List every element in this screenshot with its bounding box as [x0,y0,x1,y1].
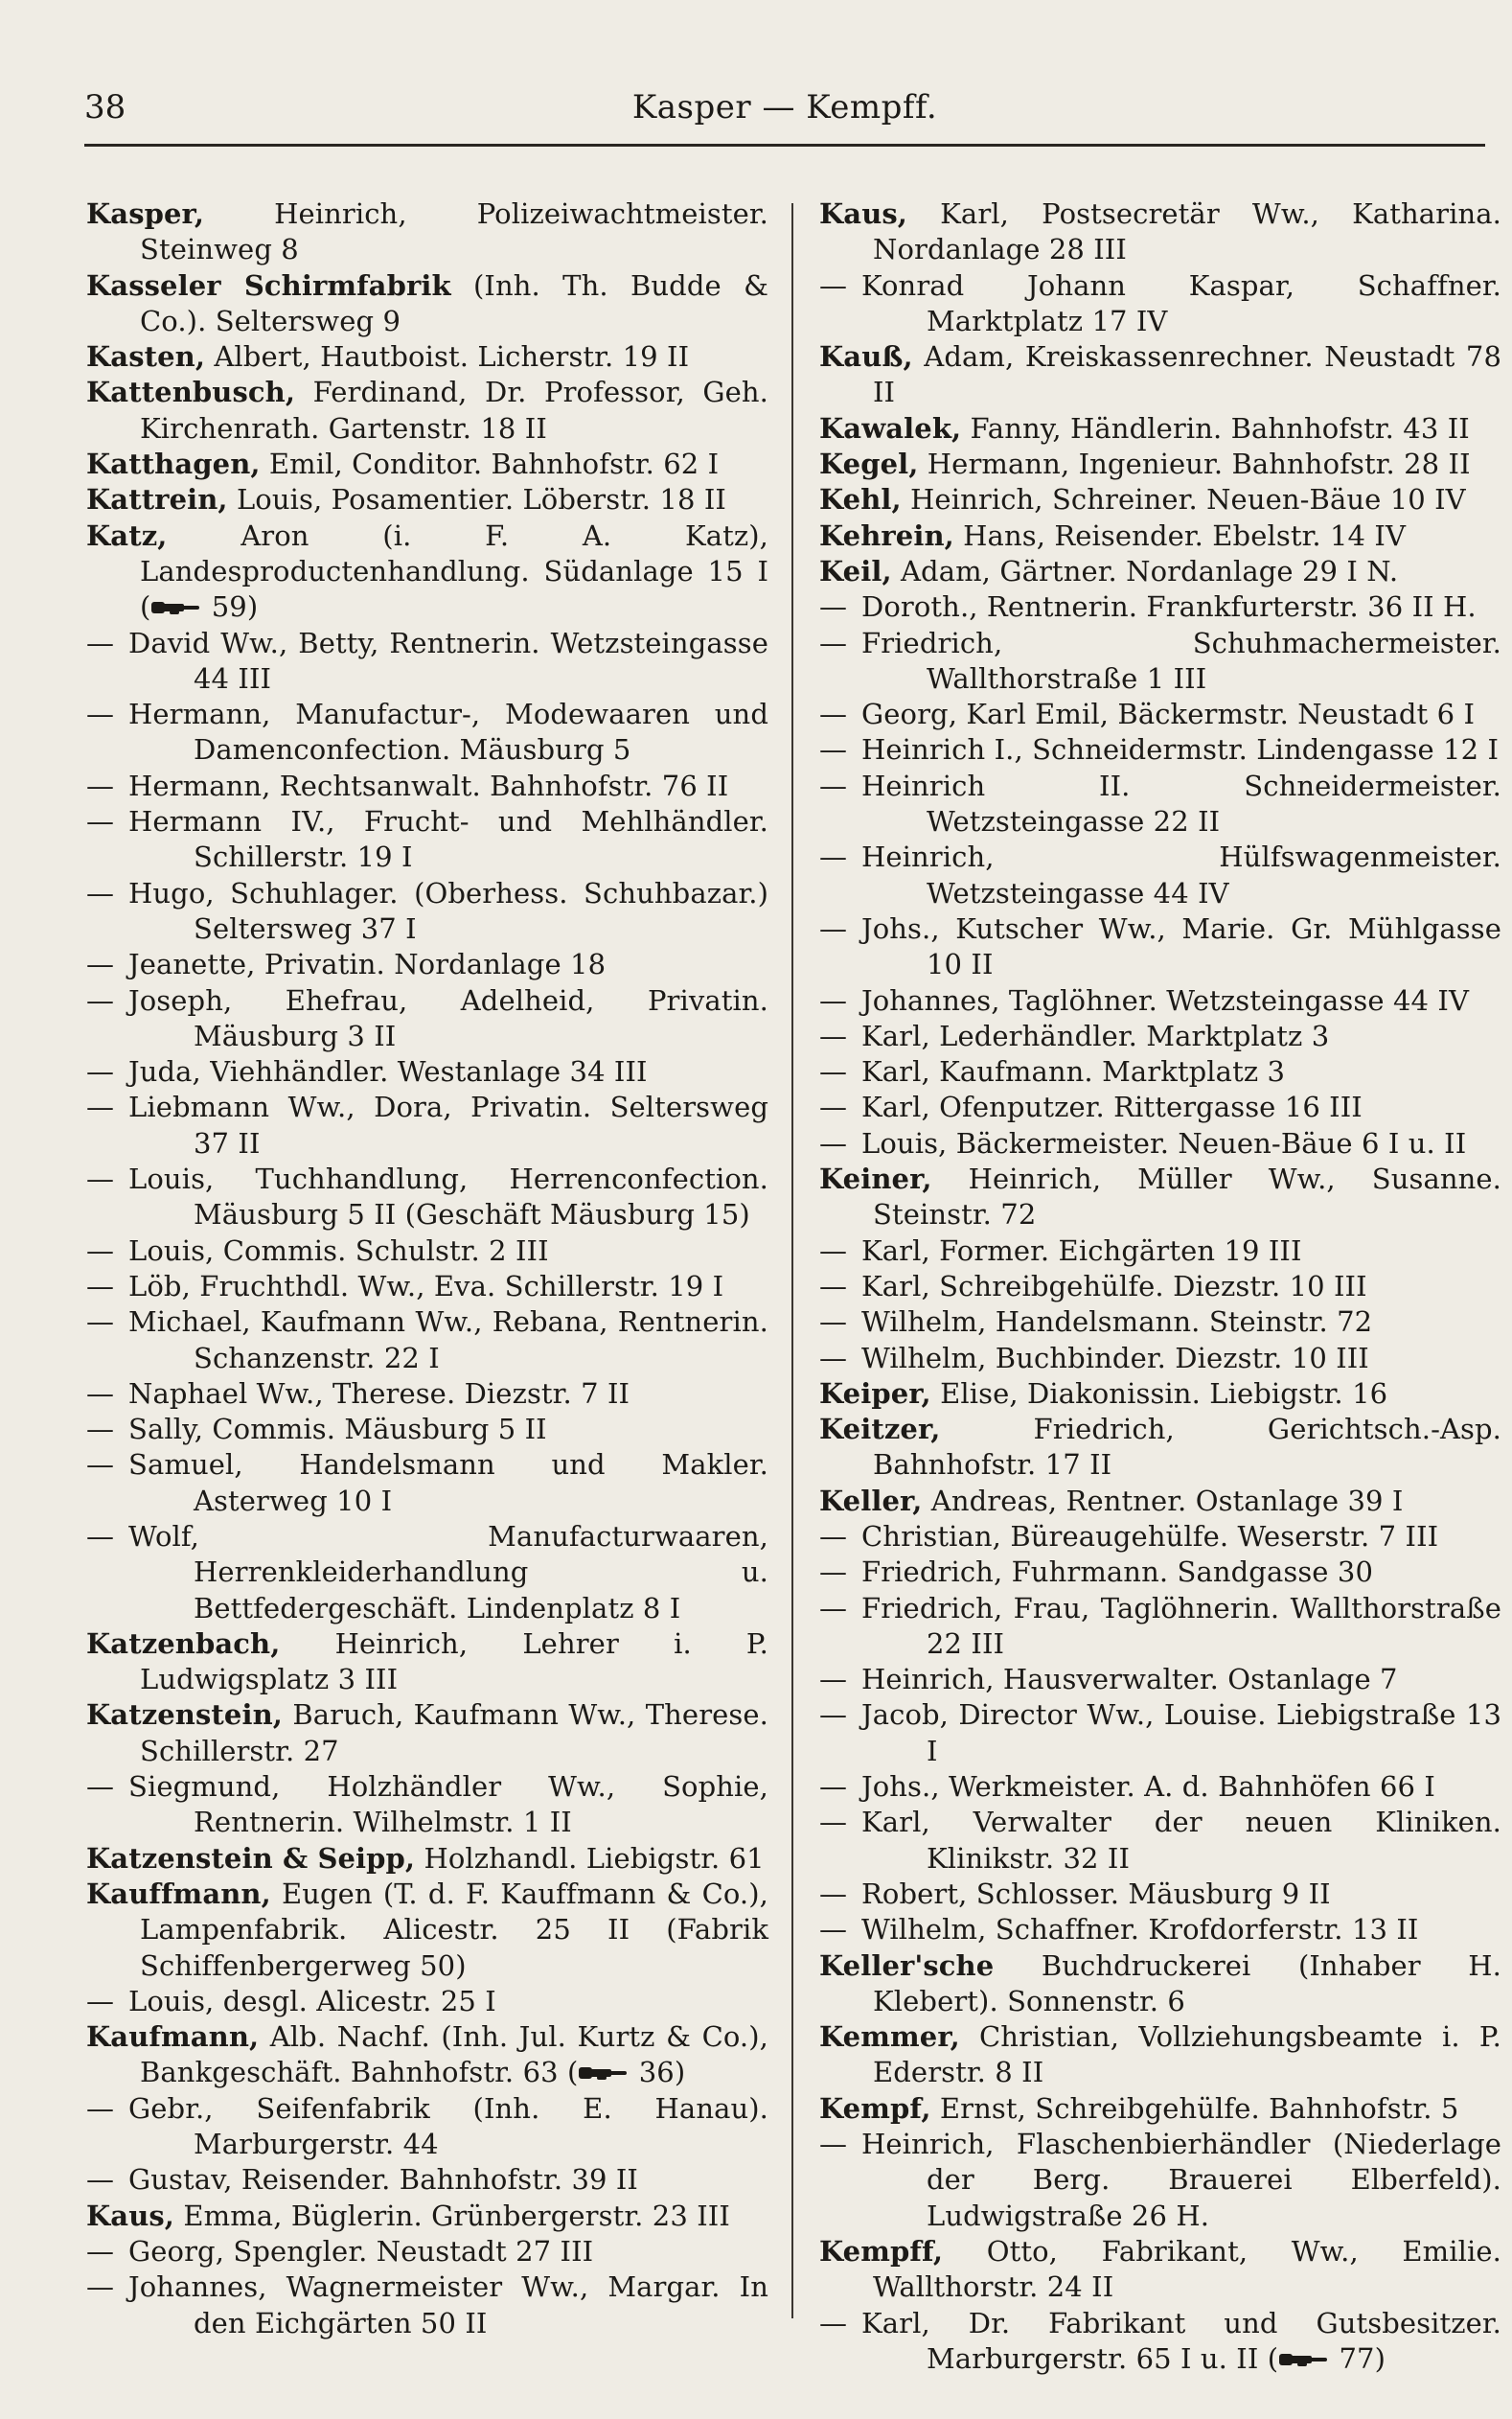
entry-surname: Keller'sche [819,1948,995,1982]
entry-details: Wilhelm, Buchbinder. Diezstr. 10 III [861,1341,1369,1374]
entry-details: Eugen (T. d. F. Kauffmann & Co.), Lampenfabrik. Alicestr. 25 II (Fabrik Schiffenbergerweg 50) [140,1877,768,1982]
directory-entry [819,554,1501,589]
continuation-dash: — [86,1984,115,2017]
entry-details: Heinrich, Flaschenbierhändler (Niederlage der Berg. Brauerei Elberfeld). Ludwigstraße 26 H. [861,2128,1501,2232]
entry-details: Jeanette, Privatin. Nordanlage 18 [128,948,607,981]
continuation-dash: — [86,1305,115,1339]
entry-details: Friedrich, Schuhmachermeister. Wallthorstraße 1 III [861,626,1501,695]
continuation-dash: — [819,1233,848,1267]
directory-entry [819,339,1501,411]
entry-surname: Kauffmann, [86,1877,271,1910]
entry-details: Alb. Nachf. (Inh. Jul. Kurtz & Co.), Bankgeschäft. Bahnhofstr. 63 ( [140,2020,768,2089]
continuation-dash: — [86,2234,115,2268]
continuation-dash: — [86,1055,115,1089]
directory-entry [819,2019,1501,2091]
continuation-dash: — [819,1341,848,1374]
directory-entry [819,1412,1501,1484]
directory-entry [86,876,768,948]
directory-entry [86,1304,768,1376]
continuation-dash: — [86,1091,115,1124]
header-rule [84,144,1485,147]
entry-details: Naphael Ww., Therese. Diezstr. 7 II [128,1376,630,1410]
entry-details: Louis, Tuchhandlung, Herrenconfection. Mäusburg 5 II (Geschäft Mäusburg 15) [128,1163,768,1232]
directory-entry [86,1412,768,1447]
continuation-dash: — [86,1519,115,1553]
directory-entry [819,1948,1501,2020]
entry-details: Samuel, Handelsmann und Makler. Asterweg 10 I [128,1448,768,1517]
continuation-dash: — [86,983,115,1017]
directory-entry [819,2306,1501,2378]
telephone-number: 59) [211,590,259,624]
entry-surname: Kattenbusch, [86,376,296,409]
entry-surname: Katzenstein & Seipp, [86,1841,416,1875]
telephone-number: 36) [638,2056,686,2089]
directory-entry [819,1304,1501,1340]
directory-entry [819,1019,1501,1054]
directory-entry [86,1162,768,1233]
directory-entry [819,1519,1501,1555]
directory-entry [819,1769,1501,1805]
continuation-dash: — [86,2270,115,2304]
continuation-dash: — [819,1698,848,1732]
entry-details: Heinrich, Hülfswagenmeister. Wetzsteingasse 44 IV [861,841,1501,910]
entry-surname: Katzenstein, [86,1698,283,1732]
directory-entry [819,911,1501,983]
continuation-dash: — [819,698,848,731]
continuation-dash: — [819,2306,848,2339]
entry-details: Siegmund, Holzhändler Ww., Sophie, Rentnerin. Wilhelmstr. 1 II [128,1770,768,1839]
entry-details: Doroth., Rentnerin. Frankfurterstr. 36 II H. [861,590,1477,624]
entry-details: Otto, Fabrikant, Ww., Emilie. Wallthorstr. 24 II [873,2234,1501,2304]
directory-entry [819,589,1501,625]
directory-entry [819,482,1501,518]
directory-entry [86,1269,768,1304]
entry-details: Wilhelm, Schaffner. Krofdorferstr. 13 II [861,1913,1419,1947]
directory-entry [819,1162,1501,1233]
entry-details: Robert, Schlosser. Mäusburg 9 II [861,1877,1331,1910]
directory-entry [819,732,1501,768]
continuation-dash: — [819,1913,848,1947]
entry-details: Karl, Lederhändler. Marktplatz 3 [861,1019,1330,1052]
directory-entry [819,1697,1501,1769]
entry-surname: Keller, [819,1484,923,1517]
entry-details: Heinrich I., Schneidermstr. Lindengasse 12 I [861,733,1500,767]
entry-surname: Kehrein, [819,518,954,552]
directory-entry [86,1877,768,1984]
directory-entry [819,268,1501,340]
entry-surname: Kemmer, [819,2020,960,2054]
continuation-dash: — [819,1305,848,1339]
directory-entry [86,268,768,340]
continuation-dash: — [819,1519,848,1553]
continuation-dash: — [819,1269,848,1302]
entry-details: Hermann, Rechtsanwalt. Bahnhofstr. 76 II [128,769,729,802]
directory-entry [819,1484,1501,1519]
entry-details: Louis, Bäckermeister. Neuen-Bäue 6 I u. II [861,1126,1467,1160]
directory-entry [819,1805,1501,1877]
entry-details: Baruch, Kaufmann Ww., Therese. Schillerstr. 27 [140,1698,768,1767]
directory-entry [86,2234,768,2269]
continuation-dash: — [86,1448,115,1482]
continuation-dash: — [819,1806,848,1839]
directory-entry [86,1984,768,2019]
directory-entry [819,518,1501,554]
left-column [86,196,768,2341]
entry-details: Karl, Postsecretär Ww., Katharina. Nordanlage 28 III [873,197,1501,266]
entry-details: Friedrich, Fuhrmann. Sandgasse 30 [861,1555,1373,1589]
entry-details: Heinrich, Schreiner. Neuen-Bäue 10 IV [910,483,1466,517]
pointing-hand-icon [1278,2349,1330,2370]
continuation-dash: — [86,805,115,839]
entry-details: Johs., Werkmeister. A. d. Bahnhöfen 66 I [861,1770,1435,1804]
continuation-dash: — [819,626,848,659]
entry-details: Hermann, Ingenieur. Bahnhofstr. 28 II [927,448,1471,481]
entry-details: Holzhandl. Liebigstr. 61 [424,1841,765,1875]
directory-entry [86,1376,768,1412]
continuation-dash: — [819,1663,848,1696]
directory-entry [819,1877,1501,1912]
continuation-dash: — [86,1770,115,1804]
continuation-dash: — [819,1770,848,1804]
entry-details: Louis, desgl. Alicestr. 25 I [128,1984,496,2017]
directory-entry [819,983,1501,1019]
entry-details: Louis, Commis. Schulstr. 2 III [128,1233,549,1267]
directory-entry [819,411,1501,447]
continuation-dash: — [86,626,115,659]
continuation-dash: — [819,769,848,802]
entry-details: Buchdruckerei (Inhaber H. Klebert). Sonnenstr. 6 [873,1948,1501,2017]
entry-details: Friedrich, Frau, Taglöhnerin. Wallthorstraße 22 III [861,1591,1501,1660]
entry-details: Ernst, Schreibgehülfe. Bahnhofstr. 5 [939,2091,1459,2125]
directory-entry [86,1769,768,1841]
directory-entry [819,1555,1501,1590]
continuation-dash: — [819,1019,848,1052]
continuation-dash: — [86,769,115,802]
continuation-dash: — [86,2091,115,2125]
entry-surname: Kauß, [819,340,913,374]
entry-surname: Kasper, [86,197,205,230]
directory-entry [86,2162,768,2198]
entry-details: Hans, Reisender. Ebelstr. 14 IV [963,518,1407,552]
entry-details: Konrad Johann Kaspar, Schaffner. Marktplatz 17 IV [861,268,1501,337]
directory-entry [819,447,1501,482]
continuation-dash: — [86,1269,115,1302]
entry-details: Gustav, Reisender. Bahnhofstr. 39 II [128,2163,638,2197]
entry-details: Fanny, Händlerin. Bahnhofstr. 43 II [970,411,1470,445]
entry-surname: Kaus, [819,197,908,230]
entry-surname: Keitzer, [819,1413,941,1446]
entry-surname: Kehl, [819,483,902,517]
directory-entry [819,2091,1501,2127]
pointing-hand-icon [150,597,202,618]
running-title: Kasper — Kempff. [631,88,938,127]
entry-details: Wilhelm, Handelsmann. Steinstr. 72 [861,1305,1373,1339]
pointing-hand-icon [578,2062,630,2084]
continuation-dash: — [819,841,848,874]
directory-entry [819,1591,1501,1663]
entry-surname: Kaufmann, [86,2020,260,2054]
entry-details: Heinrich, Hausverwalter. Ostanlage 7 [861,1663,1398,1696]
entry-surname: Keil, [819,554,892,587]
continuation-dash: — [86,948,115,981]
directory-entry [86,375,768,447]
directory-entry [86,1054,768,1090]
directory-entry [819,1090,1501,1125]
directory-entry [86,769,768,804]
continuation-dash: — [86,1163,115,1196]
directory-entry [819,196,1501,268]
entry-details: Emma, Büglerin. Grünbergerstr. 23 III [183,2199,730,2232]
entry-details: Adam, Gärtner. Nordanlage 29 I N. [900,554,1399,587]
entry-details: Andreas, Rentner. Ostanlage 39 I [930,1484,1404,1517]
entry-details: (Inh. Th. Budde & Co.). Seltersweg 9 [140,268,768,337]
entry-details: Hermann IV., Frucht- und Mehlhändler. Schillerstr. 19 I [128,805,768,874]
directory-entry [86,482,768,518]
entry-surname: Kaus, [86,2199,175,2232]
continuation-dash: — [819,911,848,945]
directory-entry [819,1341,1501,1376]
directory-entry [86,804,768,876]
entry-details: Karl, Verwalter der neuen Kliniken. Klinikstr. 32 II [861,1806,1501,1875]
entry-details: Karl, Kaufmann. Marktplatz 3 [861,1055,1286,1089]
continuation-dash: — [86,698,115,731]
directory-entry [86,1697,768,1769]
directory-entry [86,1447,768,1519]
right-column [819,196,1501,2377]
continuation-dash: — [86,2163,115,2197]
continuation-dash: — [819,1591,848,1624]
telephone-number: 77) [1339,2341,1386,2375]
continuation-dash: — [86,876,115,910]
continuation-dash: — [819,1555,848,1589]
directory-entry [86,983,768,1055]
entry-details: David Ww., Betty, Rentnerin. Wetzsteingasse 44 III [128,626,768,695]
continuation-dash: — [819,1126,848,1160]
directory-entry [819,1054,1501,1090]
directory-entry [86,626,768,698]
entry-details: Karl, Dr. Fabrikant und Gutsbesitzer. Marburgerstr. 65 I u. II ( [861,2306,1501,2375]
directory-entry [819,1912,1501,1947]
directory-entry [86,518,768,626]
entry-details: Heinrich, Lehrer i. P. Ludwigsplatz 3 III [140,1626,768,1696]
continuation-dash: — [86,1413,115,1446]
directory-entry [86,447,768,482]
entry-surname: Kawalek, [819,411,962,445]
continuation-dash: — [819,2128,848,2161]
entry-details: Gebr., Seifenfabrik (Inh. E. Hanau). Marburgerstr. 44 [128,2091,768,2161]
directory-entry [819,2234,1501,2306]
entry-surname: Kasseler Schirmfabrik [86,268,451,302]
entry-details: Karl, Former. Eichgärten 19 III [861,1233,1302,1267]
entry-details: Christian, Büreaugehülfe. Weserstr. 7 III [861,1519,1439,1553]
entry-surname: Kempf, [819,2091,931,2125]
entry-details: Karl, Schreibgehülfe. Diezstr. 10 III [861,1269,1367,1302]
entry-details: Friedrich, Gerichtsch.-Asp. Bahnhofstr. 17 II [873,1413,1501,1482]
entry-details: Heinrich II. Schneidermeister. Wetzsteingasse 22 II [861,769,1501,839]
continuation-dash: — [819,268,848,302]
entry-surname: Keiner, [819,1163,932,1196]
entry-details: Liebmann Ww., Dora, Privatin. Seltersweg 37 II [128,1091,768,1160]
page-number: 38 [84,88,126,127]
entry-details: Heinrich, Polizeiwachtmeister. Steinweg 8 [140,197,768,266]
continuation-dash: — [819,1055,848,1089]
directory-entry [819,1233,1501,1269]
continuation-dash: — [819,1091,848,1124]
directory-entry [819,2127,1501,2234]
directory-entry [819,1662,1501,1697]
directory-entry [86,339,768,375]
entry-details: Heinrich, Müller Ww., Susanne. Steinstr. 72 [873,1163,1501,1232]
entry-details: Aron (i. F. A. Katz), Landesproductenhandlung. Südanlage 15 I ( [140,518,768,624]
continuation-dash: — [819,733,848,767]
continuation-dash: — [819,983,848,1017]
entry-surname: Katzenbach, [86,1626,281,1660]
entry-details: Löb, Fruchthdl. Ww., Eva. Schillerstr. 19 I [128,1269,724,1302]
entry-details: Wolf, Manufacturwaaren, Herrenkleiderhandlung u. Bettfedergeschäft. Lindenplatz 8 I [128,1519,768,1624]
continuation-dash: — [86,1376,115,1410]
directory-entry [86,2269,768,2341]
entry-surname: Katthagen, [86,448,261,481]
directory-entry [86,2091,768,2163]
entry-details: Ferdinand, Dr. Professor, Geh. Kirchenrath. Gartenstr. 18 II [140,376,768,445]
entry-details: Sally, Commis. Mäusburg 5 II [128,1413,547,1446]
entry-surname: Keiper, [819,1376,931,1410]
page-header [84,88,1485,146]
directory-entry [86,947,768,982]
entry-surname: Kempff, [819,2234,944,2268]
entry-details: Adam, Kreiskassenrechner. Neustadt 78 II [873,340,1501,409]
entry-details: Hermann, Manufactur-, Modewaaren und Damenconfection. Mäusburg 5 [128,698,768,767]
entry-details: Karl, Ofenputzer. Rittergasse 16 III [861,1091,1363,1124]
entry-details: Michael, Kaufmann Ww., Rebana, Rentnerin. Schanzenstr. 22 I [128,1305,768,1374]
entry-details: Johannes, Wagnermeister Ww., Margar. In den Eichgärten 50 II [128,2270,768,2339]
entry-details: Jacob, Director Ww., Louise. Liebigstraße 13 I [861,1698,1501,1767]
continuation-dash: — [819,590,848,624]
continuation-dash: — [86,1233,115,1267]
directory-entry [86,1519,768,1626]
directory-entry [86,196,768,268]
entry-details: Christian, Vollziehungsbeamte i. P. Ederstr. 8 II [873,2020,1501,2089]
entry-surname: Kasten, [86,340,206,374]
entry-details: Johs., Kutscher Ww., Marie. Gr. Mühlgasse 10 II [861,911,1501,981]
directory-entry [819,840,1501,911]
entry-details: Albert, Hautboist. Licherstr. 19 II [214,340,690,374]
directory-entry [819,697,1501,732]
directory-entry [819,769,1501,841]
entry-surname: Katz, [86,518,168,552]
entry-details: Emil, Conditor. Bahnhofstr. 62 I [268,448,720,481]
entry-surname: Kegel, [819,448,919,481]
directory-entry [86,1626,768,1698]
directory-entry [819,1376,1501,1412]
directory-entry [819,1269,1501,1304]
directory-entry [86,2199,768,2234]
entry-details: Elise, Diakonissin. Liebigstr. 16 [940,1376,1388,1410]
directory-entry [819,1126,1501,1162]
directory-entry [86,1233,768,1269]
entry-details: Juda, Viehhändler. Westanlage 34 III [128,1055,648,1089]
entry-details: Georg, Spengler. Neustadt 27 III [128,2234,594,2268]
directory-entry [819,626,1501,698]
entry-details: Joseph, Ehefrau, Adelheid, Privatin. Mäusburg 3 II [128,983,768,1052]
directory-entry [86,697,768,769]
entry-details: Louis, Posamentier. Löberstr. 18 II [236,483,726,517]
continuation-dash: — [819,1877,848,1910]
directory-entry [86,1841,768,1877]
column-divider [791,203,793,2318]
directory-entry [86,2019,768,2091]
directory-entry [86,1090,768,1162]
entry-details: Georg, Karl Emil, Bäckermstr. Neustadt 6 I [861,698,1476,731]
entry-surname: Kattrein, [86,483,228,517]
entry-details: Johannes, Taglöhner. Wetzsteingasse 44 IV [861,983,1469,1017]
entry-details: Hugo, Schuhlager. (Oberhess. Schuhbazar.) Seltersweg 37 I [128,876,768,945]
